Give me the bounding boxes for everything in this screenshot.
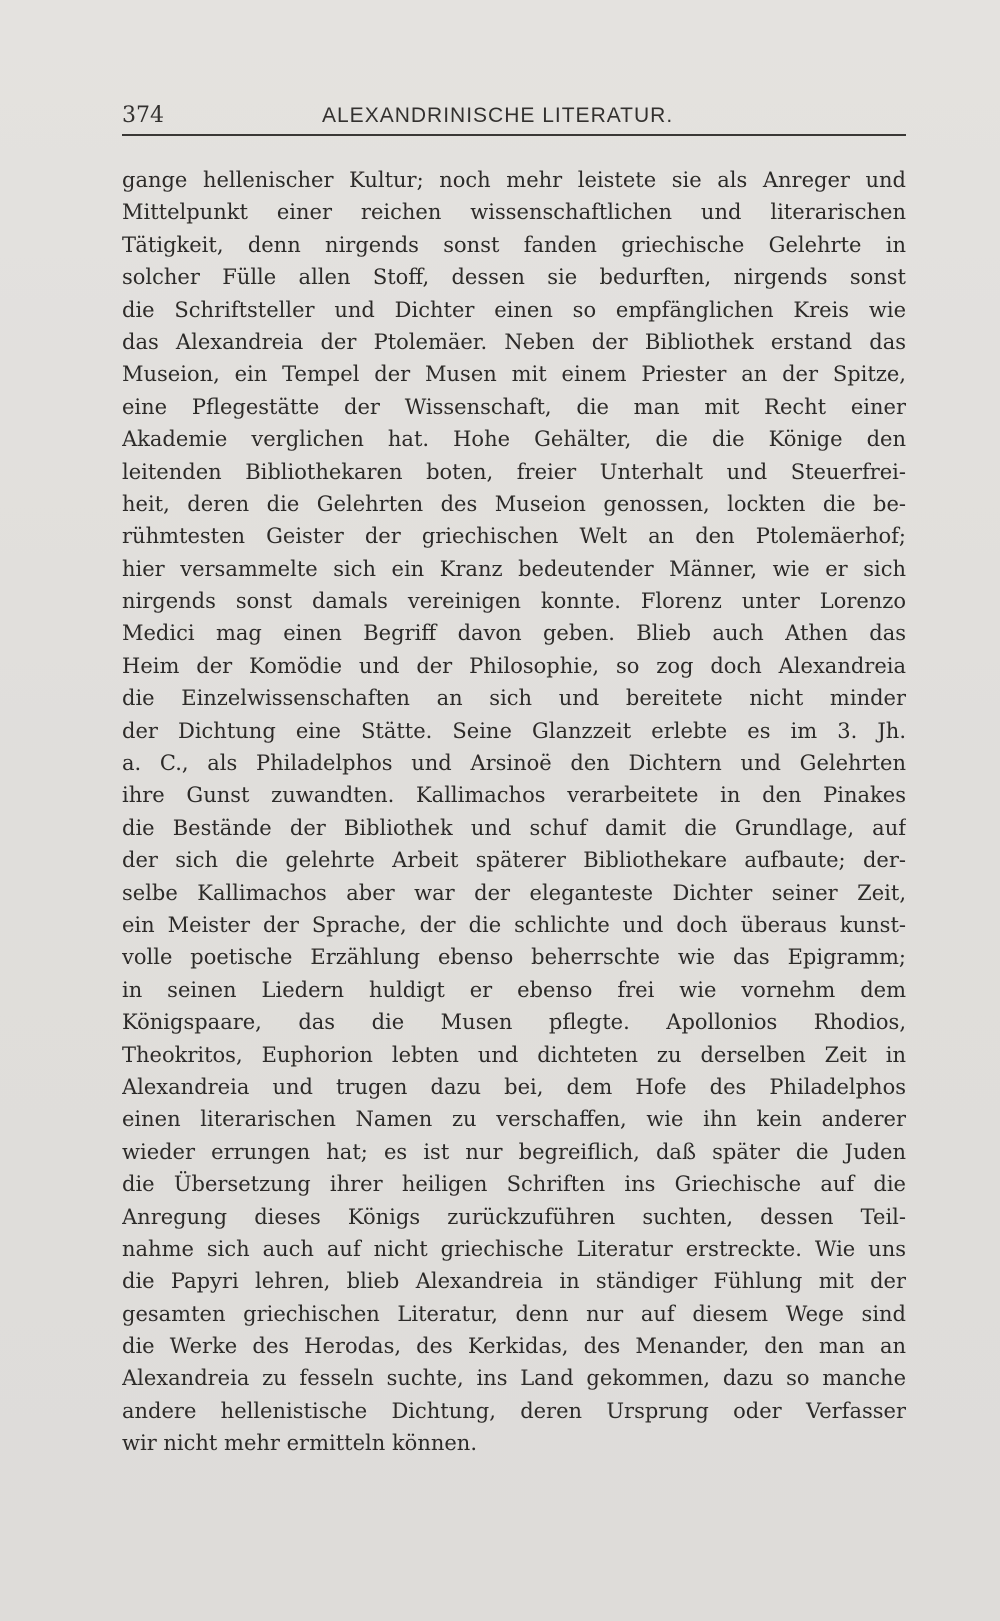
text-line: in seinen Liedern huldigt er ebenso frei wie vornehm dem [122,977,906,1002]
text-line: Mittelpunkt einer reichen wissenschaftlichen und literarischen [122,200,906,225]
text-line: Theokritos, Euphorion lebten und dichteten zu derselben Zeit in [122,1042,906,1067]
text-line: Anregung dieses Königs zurückzuführen suchten, dessen Teil- [122,1204,906,1229]
text-line: nirgends sonst damals vereinigen konnte. Florenz unter Lorenzo [122,589,906,614]
text-line: selbe Kallimachos aber war der eleganteste Dichter seiner Zeit, [122,880,906,905]
page-number: 374 [122,103,164,128]
text-line: heit, deren die Gelehrten des Museion genossen, lockten die be- [122,491,906,516]
text-line: hier versammelte sich ein Kranz bedeutender Männer, wie er sich [122,556,906,581]
text-line: wieder errungen hat; es ist nur begreiflich, daß später die Juden [122,1139,906,1164]
text-line: rühmtesten Geister der griechischen Welt an den Ptolemäerhof; [122,524,906,549]
text-line: ein Meister der Sprache, der die schlichte und doch überaus kunst- [122,912,906,937]
text-line: Alexandreia und trugen dazu bei, dem Hofe des Philadelphos [122,1074,906,1099]
text-line: gesamten griechischen Literatur, denn nur auf diesem Wege sind [122,1301,906,1326]
text-line: Königspaare, das die Musen pflegte. Apollonios Rhodios, [122,1010,906,1035]
text-line: die Papyri lehren, blieb Alexandreia in ständiger Fühlung mit der [122,1269,906,1294]
text-line: die Einzelwissenschaften an sich und bereitete nicht minder [122,686,906,711]
text-line: einen literarischen Namen zu verschaffen, wie ihn kein anderer [122,1107,906,1132]
text-line: Medici mag einen Begriff davon geben. Blieb auch Athen das [122,621,906,646]
running-title: ALEXANDRINISCHE LITERATUR. [322,104,674,127]
text-line: volle poetische Erzählung ebenso beherrschte wie das Epigramm; [122,945,906,970]
text-line: Heim der Komödie und der Philosophie, so zog doch Alexandreia [122,653,906,678]
body-text [122,164,906,1460]
text-line: Akademie verglichen hat. Hohe Gehälter, die die Könige den [122,427,906,452]
text-line: ihre Gunst zuwandten. Kallimachos verarbeitete in den Pinakes [122,783,906,808]
text-line: nahme sich auch auf nicht griechische Literatur erstreckte. Wie uns [122,1236,906,1261]
page-header [122,100,906,136]
text-line: Alexandreia zu fesseln suchte, ins Land gekommen, dazu so manche [122,1366,906,1391]
text-line: a. C., als Philadelphos und Arsinoë den Dichtern und Gelehrten [122,751,906,776]
text-line: die Bestände der Bibliothek und schuf damit die Grundlage, auf [122,815,906,840]
text-line: Museion, ein Tempel der Musen mit einem Priester an der Spitze, [122,362,906,387]
text-line: Tätigkeit, denn nirgends sonst fanden griechische Gelehrte in [122,232,906,257]
text-line: der Dichtung eine Stätte. Seine Glanzzeit erlebte es im 3. Jh. [122,718,906,743]
text-line: leitenden Bibliothekaren boten, freier Unterhalt und Steuerfrei- [122,459,906,484]
text-line: eine Pflegestätte der Wissenschaft, die man mit Recht einer [122,394,906,419]
text-line: die Schriftsteller und Dichter einen so empfänglichen Kreis wie [122,297,906,322]
text-line: solcher Fülle allen Stoff, dessen sie bedurften, nirgends sonst [122,265,906,290]
text-line: die Übersetzung ihrer heiligen Schriften ins Griechische auf die [122,1172,906,1197]
text-line: gange hellenischer Kultur; noch mehr leistete sie als Anreger und [122,168,906,192]
text-line: das Alexandreia der Ptolemäer. Neben der Bibliothek erstand das [122,329,906,354]
text-line: andere hellenistische Dichtung, deren Ursprung oder Verfasser [122,1398,906,1423]
text-line: der sich die gelehrte Arbeit späterer Bibliothekare aufbaute; der- [122,848,906,873]
text-line: die Werke des Herodas, des Kerkidas, des Menander, den man an [122,1334,906,1359]
text-line: wir nicht mehr ermitteln können. [122,1431,477,1456]
